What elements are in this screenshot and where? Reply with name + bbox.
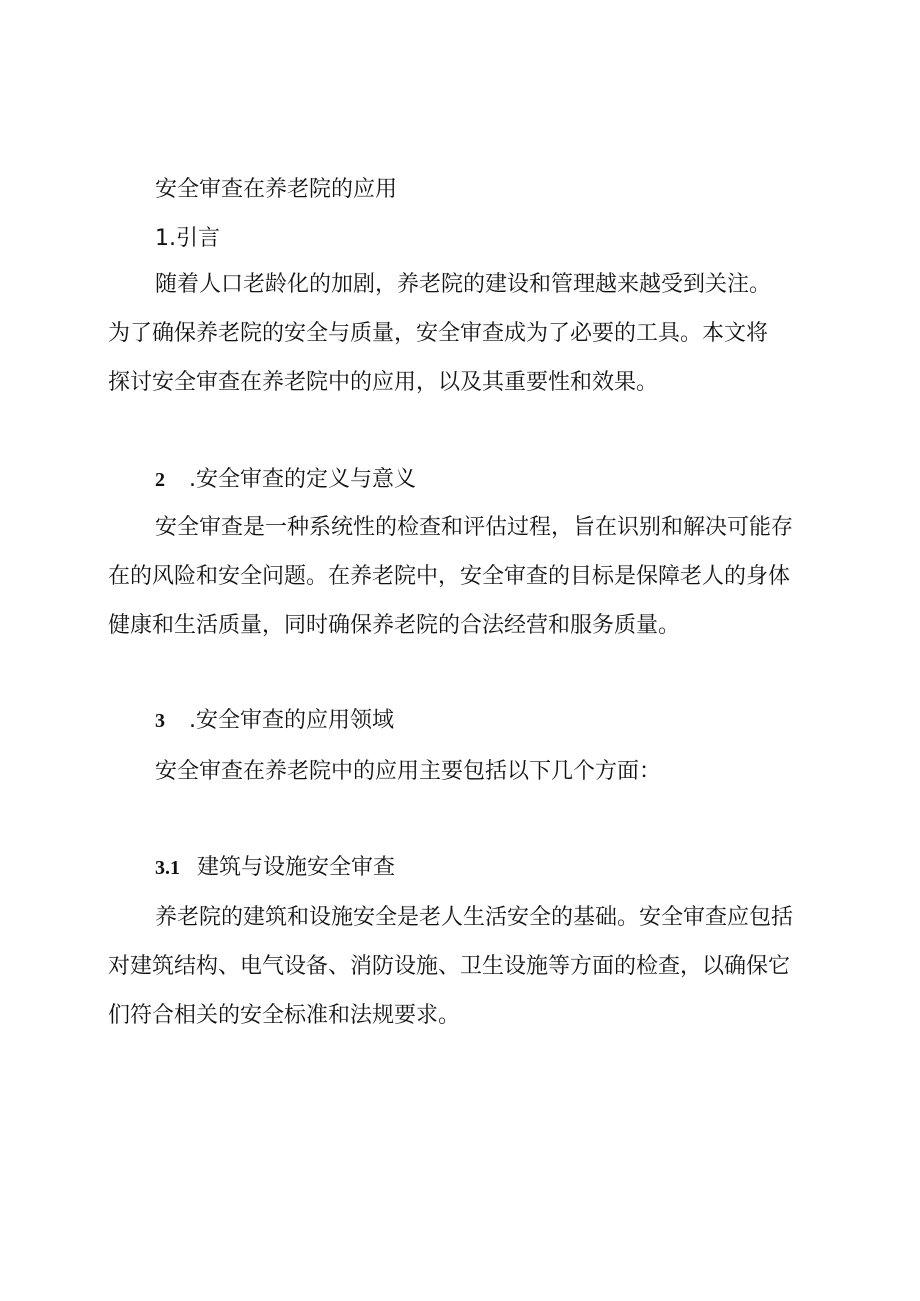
paragraph-definition (108, 503, 823, 650)
paragraph-line: 健康和生活质量，同时确保养老院的合法经营和服务质量。 (108, 613, 681, 638)
paragraph-building (108, 893, 823, 1040)
paragraph-line: 为了确保养老院的安全与质量，安全审查成为了必要的工具。本文将 (108, 321, 769, 346)
section-heading-text: 建筑与设施安全审查 (197, 855, 396, 880)
section-heading-text: .安全审查的应用领域 (189, 708, 394, 733)
section-heading-application (155, 706, 394, 736)
paragraph-line: 在的风险和安全问题。在养老院中，安全审查的目标是保障老人的身体 (108, 564, 791, 589)
section-number: 3 (155, 710, 165, 732)
section-heading-text: .安全审查的定义与意义 (189, 467, 416, 492)
section-heading-intro: 1.引言 (155, 226, 220, 251)
paragraph-line: 随着人口老龄化的加剧，养老院的建设和管理越来越受到关注。 (155, 272, 772, 297)
paragraph-line: 们符合相关的安全标准和法规要求。 (108, 1003, 461, 1028)
section-heading-definition (155, 465, 416, 495)
paragraph-line: 对建筑结构、电气设备、消防设施、卫生设施等方面的检查，以确保它 (108, 954, 791, 979)
section-heading-building (155, 853, 395, 883)
paragraph-line: 安全审查在养老院中的应用主要包括以下几个方面： (155, 759, 662, 784)
paragraph-intro (108, 260, 823, 407)
paragraph-line: 养老院的建筑和设施安全是老人生活安全的基础。安全审查应包括 (155, 905, 794, 930)
document-title: 安全审查在养老院的应用 (155, 177, 398, 202)
paragraph-line: 安全审查是一种系统性的检查和评估过程，旨在识别和解决可能存 (155, 515, 794, 540)
section-number: 3.1 (155, 857, 180, 879)
paragraph-application (108, 747, 823, 796)
section-number: 2 (155, 469, 165, 491)
paragraph-line: 探讨安全审查在养老院中的应用，以及其重要性和效果。 (108, 370, 659, 395)
